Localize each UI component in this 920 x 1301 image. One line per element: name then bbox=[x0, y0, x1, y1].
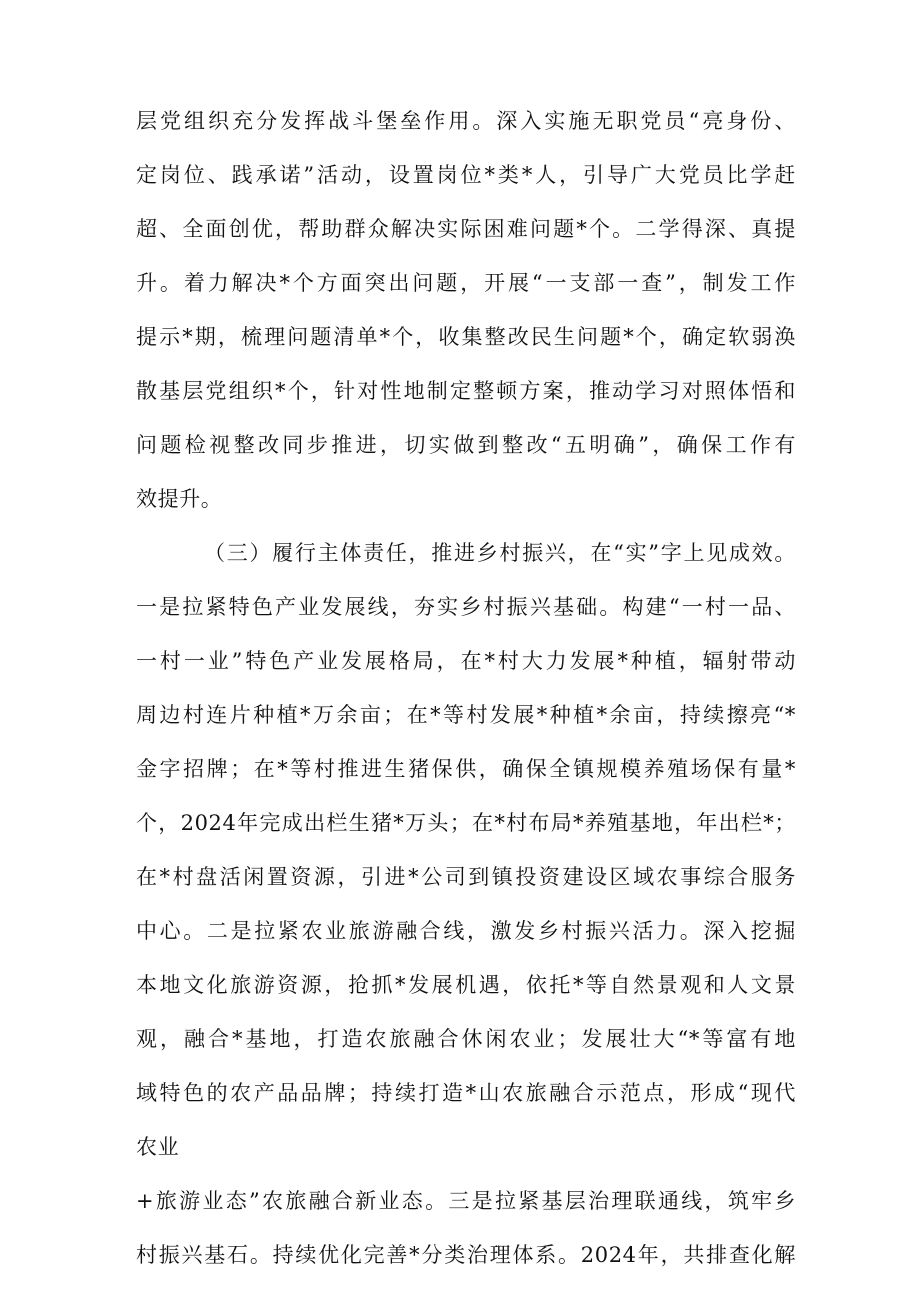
text-line: 金字招牌；在*等村推进生猪保供，确保全镇规模养殖场保有量* bbox=[136, 757, 796, 781]
text-line: 散基层党组织*个，针对性地制定整顿方案，推动学习对照体悟和 bbox=[136, 379, 796, 403]
text-line: 问题检视整改同步推进，切实做到整改“五明确”，确保工作有 bbox=[136, 433, 796, 457]
text-line: 个，2024年完成出栏生猪*万头；在*村布局*养殖基地，年出栏*； bbox=[136, 811, 796, 835]
text-line: 村振兴基石。持续优化完善*分类治理体系。2024年，共排查化解 bbox=[136, 1243, 796, 1267]
text-line: 超、全面创优，帮助群众解决实际困难问题*个。二学得深、真提 bbox=[136, 217, 796, 241]
text-line: 升。着力解决*个方面突出问题，开展“一支部一查”，制发工作 bbox=[136, 271, 796, 295]
text-line: 域特色的农产品品牌；持续打造*山农旅融合示范点，形成“现代 bbox=[136, 1081, 796, 1105]
text-line: 效提升。 bbox=[136, 487, 223, 511]
text-line: 观，融合*基地，打造农旅融合休闲农业；发展壮大“*等富有地 bbox=[136, 1027, 796, 1051]
text-line: +旅游业态”农旅融合新业态。三是拉紧基层治理联通线，筑牢乡 bbox=[136, 1189, 796, 1213]
text-line: 定岗位、践承诺”活动，设置岗位*类*人，引导广大党员比学赶 bbox=[136, 163, 796, 187]
text-line: 提示*期，梳理问题清单*个，收集整改民生问题*个，确定软弱涣 bbox=[136, 325, 796, 349]
section-heading: （三）履行主体责任，推进乡村振兴，在“实”字上见成效。 bbox=[204, 541, 796, 565]
text-line: 农业 bbox=[136, 1135, 180, 1159]
text-line: 一村一业”特色产业发展格局，在*村大力发展*种植，辐射带动 bbox=[136, 649, 796, 673]
text-line: 层党组织充分发挥战斗堡垒作用。深入实施无职党员“亮身份、 bbox=[136, 109, 796, 133]
text-line: 在*村盘活闲置资源，引进*公司到镇投资建设区域农事综合服务 bbox=[136, 865, 796, 889]
text-line: 周边村连片种植*万余亩；在*等村发展*种植*余亩，持续擦亮“* bbox=[136, 703, 796, 727]
text-line: 本地文化旅游资源，抢抓*发展机遇，依托*等自然景观和人文景 bbox=[136, 973, 796, 997]
text-line: 中心。二是拉紧农业旅游融合线，激发乡村振兴活力。深入挖掘 bbox=[136, 919, 796, 943]
text-line: 一是拉紧特色产业发展线，夯实乡村振兴基础。构建“一村一品、 bbox=[136, 595, 796, 619]
